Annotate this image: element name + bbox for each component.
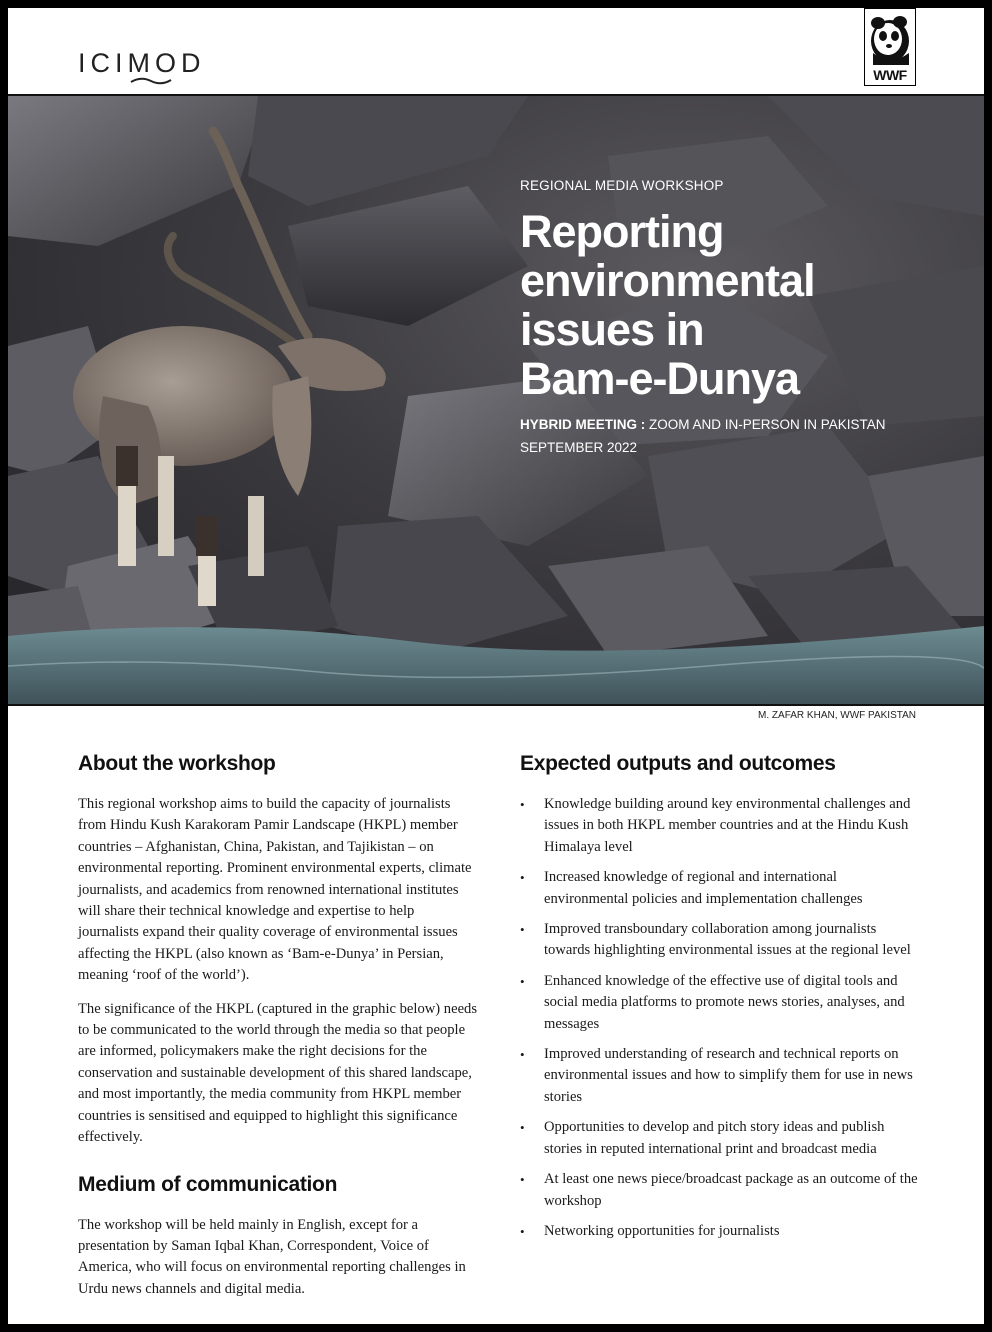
medium-paragraph: The workshop will be held mainly in English, except for a presentation by Saman Iqbal Khan, Correspondent, Voice of America, who will focus on environmental reporting challenges in Urdu news channels and digital media. [78,1216,466,1297]
list-item: • Knowledge building around key environmental challenges and issues in both HKPL member countries and at the Hindu Kush Himalaya level [520,794,920,858]
outcomes-heading: Expected outputs and outcomes [520,752,836,775]
about-paragraph: The significance of the HKPL (captured in the graphic below) needs to be communicated to the world through the media so that people are informed, policymakers make the right decisions for the conservation and sustainable development of this shared landscape, and most importantly, the media community from HKPL member countries is sensitised and equipped to highlight this significance effectively. [78,1000,478,1146]
icimod-swoosh-icon [130,76,172,86]
outcomes-list [520,794,920,1242]
list-item: • Improved transboundary collaboration among journalists towards highlighting environmental issues at the regional level [520,919,920,962]
left-column [78,752,478,1312]
hero-photo [8,94,984,706]
list-item: • Networking opportunities for journalists [520,1221,920,1242]
list-item: • Improved understanding of research and technical reports on environmental issues and how to simplify them for use in news stories [520,1044,920,1108]
wwf-logo [864,8,916,86]
page-title [520,207,960,403]
list-item: • Opportunities to develop and pitch story ideas and publish stories in reputed international print and broadcast media [520,1117,920,1160]
hero-text-block [520,178,960,455]
right-column [520,752,920,1251]
title-line: Bam-e-Dunya [520,353,800,404]
meeting-info [520,417,960,432]
panda-icon [865,9,915,67]
list-item: • Enhanced knowledge of the effective use of digital tools and social media platforms to promote news stories, analyses, and messages [520,971,920,1035]
medium-heading: Medium of communication [78,1172,338,1196]
workshop-kicker: REGIONAL MEDIA WORKSHOP [520,178,724,193]
list-item: • Increased knowledge of regional and international environmental policies and implementation challenges [520,867,920,910]
photo-credit: M. ZAFAR KHAN, WWF PAKISTAN [758,710,916,721]
wwf-wordmark: WWF [873,67,907,83]
meeting-value: ZOOM AND IN-PERSON IN PAKISTAN [649,417,886,432]
about-paragraph: This regional workshop aims to build the capacity of journalists from Hindu Kush Karakoram Pamir Landscape (HKPL) member countries – Afghanistan, China, Pakistan, and Tajikistan – on environmental reporting. Prominent environmental experts, climate journalists, and academics from renowned international institutes will share their technical knowledge and expertise to help journalists expand their quality coverage of environmental issues affecting the HKPL (also known as ‘Bam-e-Dunya’ in Persian, meaning ‘roof of the world’). [78,796,472,984]
icimod-wordmark: ICIMOD [78,48,206,78]
title-line: issues in [520,304,704,355]
about-heading: About the workshop [78,752,276,775]
icimod-logo [78,48,206,79]
meeting-label: HYBRID MEETING : [520,417,646,432]
page [8,8,984,1324]
workshop-date: SEPTEMBER 2022 [520,440,638,455]
list-item: • At least one news piece/broadcast package as an outcome of the workshop [520,1169,920,1212]
title-line: environmental [520,255,815,306]
title-line: Reporting [520,206,724,257]
